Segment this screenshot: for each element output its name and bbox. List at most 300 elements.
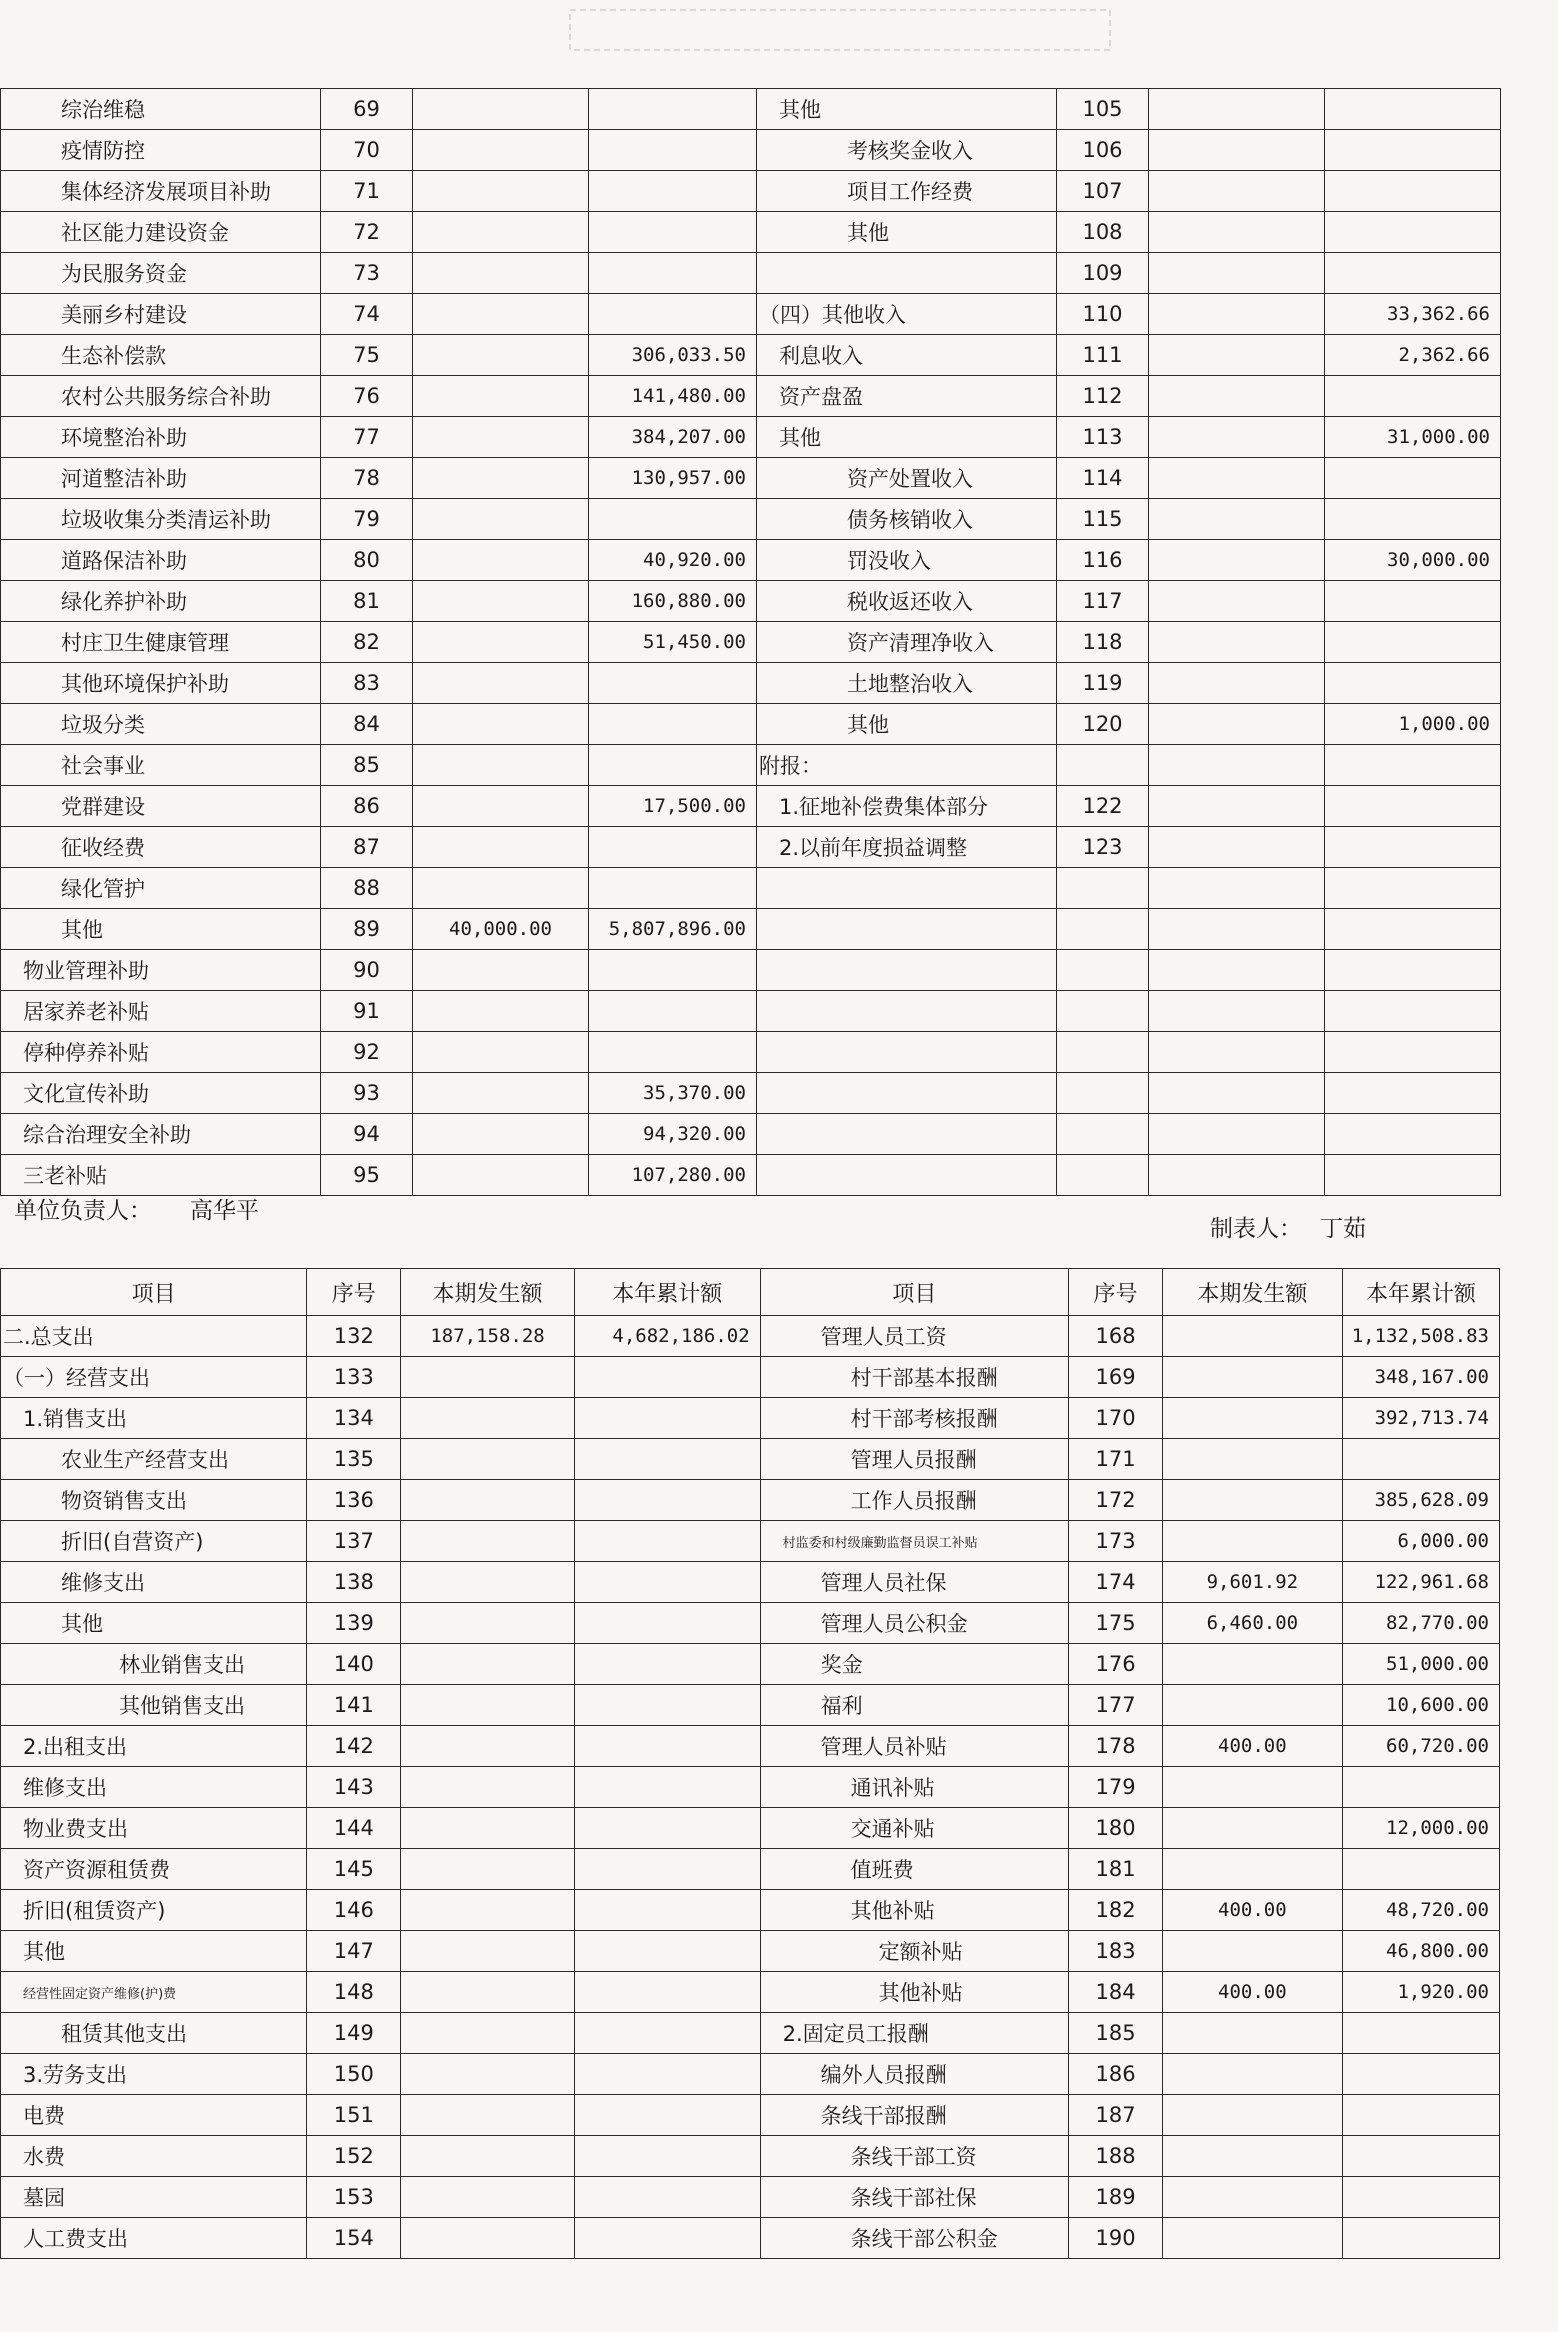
ytd-amount-cell: 5,807,896.00: [589, 909, 757, 950]
current-amount-cell: [413, 581, 589, 622]
current-amount-cell: [1149, 991, 1325, 1032]
item-cell: [757, 1032, 1057, 1073]
current-amount-cell: [401, 1685, 575, 1726]
seq-cell: 145: [307, 1849, 401, 1890]
item-cell: 资产清理净收入: [757, 622, 1057, 663]
ytd-amount-cell: [1325, 663, 1501, 704]
item-cell: 1.征地补偿费集体部分: [757, 786, 1057, 827]
current-amount-cell: [1162, 1767, 1342, 1808]
seq-cell: 72: [321, 212, 413, 253]
current-amount-cell: [413, 376, 589, 417]
ytd-amount-cell: 306,033.50: [589, 335, 757, 376]
ytd-amount-cell: 1,000.00: [1325, 704, 1501, 745]
ytd-amount-cell: [589, 745, 757, 786]
ytd-amount-cell: [1325, 622, 1501, 663]
seq-cell: 114: [1057, 458, 1149, 499]
seq-cell: 92: [321, 1032, 413, 1073]
ytd-amount-cell: 17,500.00: [589, 786, 757, 827]
seq-cell: 181: [1069, 1849, 1163, 1890]
item-cell: 编外人员报酬: [760, 2054, 1068, 2095]
seq-cell: 116: [1057, 540, 1149, 581]
table-row: [1, 1316, 1500, 1357]
seq-cell: 150: [307, 2054, 401, 2095]
seq-cell: 186: [1069, 2054, 1163, 2095]
seq-cell: 87: [321, 827, 413, 868]
ytd-amount-cell: [1342, 2136, 1499, 2177]
current-amount-cell: [401, 1439, 575, 1480]
table-row: [1, 2218, 1500, 2259]
current-amount-cell: [401, 2177, 575, 2218]
current-amount-cell: [413, 1114, 589, 1155]
item-cell: 1.销售支出: [1, 1398, 307, 1439]
current-amount-cell: [413, 171, 589, 212]
ytd-amount-cell: [574, 1480, 760, 1521]
current-amount-cell: [1162, 1808, 1342, 1849]
item-cell: 2.以前年度损益调整: [757, 827, 1057, 868]
current-amount-cell: [1149, 458, 1325, 499]
item-cell: （一）经营支出: [1, 1357, 307, 1398]
item-cell: 村庄卫生健康管理: [1, 622, 321, 663]
item-cell: 附报：: [757, 745, 1057, 786]
ytd-amount-cell: [1342, 2013, 1499, 2054]
current-amount-cell: [1149, 909, 1325, 950]
current-amount-cell: [1162, 1849, 1342, 1890]
table-row: [1, 1890, 1500, 1931]
item-cell: 条线干部公积金: [760, 2218, 1068, 2259]
item-cell: 人工费支出: [1, 2218, 307, 2259]
item-cell: 为民服务资金: [1, 253, 321, 294]
item-cell: 墓园: [1, 2177, 307, 2218]
item-cell: [757, 909, 1057, 950]
current-amount-cell: [413, 1073, 589, 1114]
expense-table: [0, 1268, 1500, 2259]
item-cell: 物业管理补助: [1, 950, 321, 991]
item-cell: 管理人员报酬: [760, 1439, 1068, 1480]
ytd-amount-cell: 33,362.66: [1325, 294, 1501, 335]
seq-cell: 108: [1057, 212, 1149, 253]
ytd-amount-cell: [589, 294, 757, 335]
item-cell: 其他: [1, 1603, 307, 1644]
current-amount-cell: [1162, 1398, 1342, 1439]
item-cell: 维修支出: [1, 1562, 307, 1603]
seq-cell: 188: [1069, 2136, 1163, 2177]
ytd-amount-cell: 1,920.00: [1342, 1972, 1499, 2013]
current-amount-cell: [413, 335, 589, 376]
seq-cell: 115: [1057, 499, 1149, 540]
table-row: [1, 581, 1501, 622]
seq-cell: 179: [1069, 1767, 1163, 1808]
current-amount-cell: [1162, 1357, 1342, 1398]
seq-cell: 174: [1069, 1562, 1163, 1603]
item-cell: 2.固定员工报酬: [760, 2013, 1068, 2054]
unit-head-name: 高华平: [190, 1198, 259, 1224]
preparer-name: 丁茹: [1320, 1216, 1366, 1242]
current-amount-cell: [401, 1972, 575, 2013]
header-item: 项目: [760, 1269, 1068, 1316]
item-cell: 条线干部工资: [760, 2136, 1068, 2177]
ytd-amount-cell: [1325, 1073, 1501, 1114]
table-row: [1, 1685, 1500, 1726]
header-current: 本期发生额: [401, 1269, 575, 1316]
current-amount-cell: [1149, 786, 1325, 827]
seq-cell: 95: [321, 1155, 413, 1196]
seq-cell: 140: [307, 1644, 401, 1685]
table-row: [1, 1439, 1500, 1480]
current-amount-cell: [413, 786, 589, 827]
current-amount-cell: [413, 622, 589, 663]
seq-cell: 180: [1069, 1808, 1163, 1849]
table-row: [1, 1603, 1500, 1644]
ytd-amount-cell: [574, 1849, 760, 1890]
faded-stamp-mark: [560, 0, 1120, 60]
item-cell: 管理人员工资: [760, 1316, 1068, 1357]
ytd-amount-cell: [574, 1644, 760, 1685]
ytd-amount-cell: 160,880.00: [589, 581, 757, 622]
item-cell: 资产资源租赁费: [1, 1849, 307, 1890]
current-amount-cell: [401, 1890, 575, 1931]
seq-cell: 93: [321, 1073, 413, 1114]
ytd-amount-cell: [574, 1398, 760, 1439]
ytd-amount-cell: 1,132,508.83: [1342, 1316, 1499, 1357]
ytd-amount-cell: 51,000.00: [1342, 1644, 1499, 1685]
ytd-amount-cell: [574, 1890, 760, 1931]
item-cell: 物资销售支出: [1, 1480, 307, 1521]
table-row: [1, 786, 1501, 827]
seq-cell: 151: [307, 2095, 401, 2136]
item-cell: 其他: [1, 909, 321, 950]
item-cell: [757, 950, 1057, 991]
seq-cell: 122: [1057, 786, 1149, 827]
seq-cell: 168: [1069, 1316, 1163, 1357]
seq-cell: 78: [321, 458, 413, 499]
preparer-label: 制表人：: [1210, 1216, 1302, 1242]
ytd-amount-cell: 60,720.00: [1342, 1726, 1499, 1767]
table-row: [1, 335, 1501, 376]
seq-cell: 185: [1069, 2013, 1163, 2054]
table-row: [1, 1808, 1500, 1849]
seq-cell: 171: [1069, 1439, 1163, 1480]
table-row: [1, 622, 1501, 663]
item-cell: 管理人员公积金: [760, 1603, 1068, 1644]
seq-cell: 90: [321, 950, 413, 991]
seq-cell: 154: [307, 2218, 401, 2259]
item-cell: 农村公共服务综合补助: [1, 376, 321, 417]
table-row: [1, 1357, 1500, 1398]
seq-cell: 187: [1069, 2095, 1163, 2136]
item-cell: 垃圾收集分类清运补助: [1, 499, 321, 540]
item-cell: 维修支出: [1, 1767, 307, 1808]
table-row: [1, 212, 1501, 253]
ytd-amount-cell: [1325, 89, 1501, 130]
current-amount-cell: [401, 1603, 575, 1644]
table-row: [1, 2054, 1500, 2095]
current-amount-cell: [1149, 376, 1325, 417]
ytd-amount-cell: [1325, 745, 1501, 786]
current-amount-cell: [1162, 2136, 1342, 2177]
table-row: [1, 1480, 1500, 1521]
table-row: [1, 991, 1501, 1032]
seq-cell: 190: [1069, 2218, 1163, 2259]
item-cell: 村干部基本报酬: [760, 1357, 1068, 1398]
seq-cell: 139: [307, 1603, 401, 1644]
preparer-signature: [1210, 1210, 1366, 1243]
current-amount-cell: [1162, 1439, 1342, 1480]
ytd-amount-cell: [589, 704, 757, 745]
item-cell: 利息收入: [757, 335, 1057, 376]
item-cell: 二.总支出: [1, 1316, 307, 1357]
current-amount-cell: [401, 1726, 575, 1767]
current-amount-cell: [401, 1562, 575, 1603]
seq-cell: 138: [307, 1562, 401, 1603]
seq-cell: 73: [321, 253, 413, 294]
ytd-amount-cell: 2,362.66: [1325, 335, 1501, 376]
header-current: 本期发生额: [1162, 1269, 1342, 1316]
current-amount-cell: [413, 704, 589, 745]
seq-cell: 84: [321, 704, 413, 745]
ytd-amount-cell: [574, 1562, 760, 1603]
item-cell: 折旧(租赁资产): [1, 1890, 307, 1931]
seq-cell: 175: [1069, 1603, 1163, 1644]
table-row: [1, 1521, 1500, 1562]
table-row: [1, 294, 1501, 335]
seq-cell: 183: [1069, 1931, 1163, 1972]
current-amount-cell: [1149, 950, 1325, 991]
item-cell: 值班费: [760, 1849, 1068, 1890]
item-cell: 美丽乡村建设: [1, 294, 321, 335]
item-cell: 管理人员补贴: [760, 1726, 1068, 1767]
table-row: [1, 417, 1501, 458]
table-row: [1, 1726, 1500, 1767]
item-cell: 通讯补贴: [760, 1767, 1068, 1808]
seq-cell: [1057, 950, 1149, 991]
current-amount-cell: 6,460.00: [1162, 1603, 1342, 1644]
unit-head-signature: [14, 1192, 259, 1225]
seq-cell: 70: [321, 130, 413, 171]
ytd-amount-cell: 35,370.00: [589, 1073, 757, 1114]
ytd-amount-cell: [1342, 2218, 1499, 2259]
seq-cell: 113: [1057, 417, 1149, 458]
table-row: [1, 1767, 1500, 1808]
item-cell: 资产处置收入: [757, 458, 1057, 499]
current-amount-cell: [1149, 1073, 1325, 1114]
current-amount-cell: 400.00: [1162, 1726, 1342, 1767]
item-cell: 物业费支出: [1, 1808, 307, 1849]
table-row: [1, 2013, 1500, 2054]
item-cell: 债务核销收入: [757, 499, 1057, 540]
current-amount-cell: [413, 294, 589, 335]
seq-cell: 120: [1057, 704, 1149, 745]
table-row: [1, 1155, 1501, 1196]
current-amount-cell: [1149, 1114, 1325, 1155]
ytd-amount-cell: 122,961.68: [1342, 1562, 1499, 1603]
table-row: [1, 2136, 1500, 2177]
item-cell: 交通补贴: [760, 1808, 1068, 1849]
item-cell: 3.劳务支出: [1, 2054, 307, 2095]
ytd-amount-cell: 12,000.00: [1342, 1808, 1499, 1849]
ytd-amount-cell: [574, 1685, 760, 1726]
table-row: [1, 1972, 1500, 2013]
item-cell: 综治维稳: [1, 89, 321, 130]
current-amount-cell: [1162, 2095, 1342, 2136]
ytd-amount-cell: [574, 2095, 760, 2136]
ytd-amount-cell: [589, 1032, 757, 1073]
current-amount-cell: [1162, 2013, 1342, 2054]
item-cell: 村监委和村级廉勤监督员误工补贴: [760, 1521, 1068, 1562]
seq-cell: 110: [1057, 294, 1149, 335]
item-cell: 条线干部社保: [760, 2177, 1068, 2218]
item-cell: 停种停养补贴: [1, 1032, 321, 1073]
ytd-amount-cell: [1325, 950, 1501, 991]
current-amount-cell: [413, 458, 589, 499]
item-cell: 项目工作经费: [757, 171, 1057, 212]
table-row: [1, 1931, 1500, 1972]
table-row: [1, 909, 1501, 950]
seq-cell: 109: [1057, 253, 1149, 294]
ytd-amount-cell: [1325, 212, 1501, 253]
ytd-amount-cell: 141,480.00: [589, 376, 757, 417]
seq-cell: 111: [1057, 335, 1149, 376]
current-amount-cell: [1149, 294, 1325, 335]
table-row: [1, 2095, 1500, 2136]
current-amount-cell: [401, 2136, 575, 2177]
current-amount-cell: [401, 1644, 575, 1685]
table-row: [1, 1849, 1500, 1890]
seq-cell: 81: [321, 581, 413, 622]
ytd-amount-cell: [574, 1808, 760, 1849]
item-cell: 经营性固定资产维修(护)费: [1, 1972, 307, 2013]
seq-cell: 79: [321, 499, 413, 540]
table-row: [1, 704, 1501, 745]
seq-cell: 178: [1069, 1726, 1163, 1767]
seq-cell: 112: [1057, 376, 1149, 417]
item-cell: 征收经费: [1, 827, 321, 868]
ytd-amount-cell: 348,167.00: [1342, 1357, 1499, 1398]
current-amount-cell: [1162, 2054, 1342, 2095]
current-amount-cell: [401, 1398, 575, 1439]
current-amount-cell: [1149, 130, 1325, 171]
seq-cell: 77: [321, 417, 413, 458]
ytd-amount-cell: [589, 499, 757, 540]
item-cell: 垃圾分类: [1, 704, 321, 745]
item-cell: 福利: [760, 1685, 1068, 1726]
table-header-row: [1, 1269, 1500, 1316]
ytd-amount-cell: [574, 1726, 760, 1767]
ytd-amount-cell: [1325, 991, 1501, 1032]
current-amount-cell: [413, 130, 589, 171]
header-no: 序号: [307, 1269, 401, 1316]
ytd-amount-cell: [1342, 1849, 1499, 1890]
item-cell: 其他: [757, 704, 1057, 745]
table-row: [1, 499, 1501, 540]
table-row: [1, 1032, 1501, 1073]
item-cell: [757, 253, 1057, 294]
seq-cell: 184: [1069, 1972, 1163, 2013]
current-amount-cell: [1149, 745, 1325, 786]
ytd-amount-cell: 30,000.00: [1325, 540, 1501, 581]
ytd-amount-cell: [1325, 1155, 1501, 1196]
seq-cell: [1057, 1155, 1149, 1196]
item-cell: 河道整洁补助: [1, 458, 321, 499]
ytd-amount-cell: 46,800.00: [1342, 1931, 1499, 1972]
seq-cell: 85: [321, 745, 413, 786]
item-cell: 其他补贴: [760, 1972, 1068, 2013]
seq-cell: [1057, 991, 1149, 1032]
ytd-amount-cell: [1325, 827, 1501, 868]
current-amount-cell: [401, 1480, 575, 1521]
current-amount-cell: 40,000.00: [413, 909, 589, 950]
item-cell: 工作人员报酬: [760, 1480, 1068, 1521]
seq-cell: 82: [321, 622, 413, 663]
seq-cell: 71: [321, 171, 413, 212]
item-cell: 考核奖金收入: [757, 130, 1057, 171]
seq-cell: 136: [307, 1480, 401, 1521]
ytd-amount-cell: [574, 2013, 760, 2054]
current-amount-cell: [1162, 1931, 1342, 1972]
seq-cell: [1057, 1114, 1149, 1155]
current-amount-cell: [1149, 417, 1325, 458]
table-row: [1, 827, 1501, 868]
item-cell: 道路保洁补助: [1, 540, 321, 581]
seq-cell: [1057, 909, 1149, 950]
ytd-amount-cell: [1325, 1032, 1501, 1073]
current-amount-cell: [1149, 89, 1325, 130]
table-row: [1, 868, 1501, 909]
ytd-amount-cell: 107,280.00: [589, 1155, 757, 1196]
current-amount-cell: [401, 2218, 575, 2259]
header-ytd: 本年累计额: [574, 1269, 760, 1316]
ytd-amount-cell: [574, 2177, 760, 2218]
table-row: [1, 663, 1501, 704]
item-cell: 环境整治补助: [1, 417, 321, 458]
ytd-amount-cell: [574, 1931, 760, 1972]
seq-cell: 173: [1069, 1521, 1163, 1562]
seq-cell: [1057, 1032, 1149, 1073]
seq-cell: 83: [321, 663, 413, 704]
item-cell: 水费: [1, 2136, 307, 2177]
current-amount-cell: [1162, 1480, 1342, 1521]
seq-cell: [1057, 745, 1149, 786]
ytd-amount-cell: [589, 212, 757, 253]
unit-head-label: 单位负责人：: [14, 1198, 152, 1224]
table-row: [1, 376, 1501, 417]
seq-cell: 119: [1057, 663, 1149, 704]
seq-cell: 76: [321, 376, 413, 417]
seq-cell: 148: [307, 1972, 401, 2013]
current-amount-cell: 400.00: [1162, 1890, 1342, 1931]
item-cell: 其他: [757, 89, 1057, 130]
current-amount-cell: [413, 253, 589, 294]
seq-cell: 141: [307, 1685, 401, 1726]
ytd-amount-cell: [1342, 1439, 1499, 1480]
ytd-amount-cell: 10,600.00: [1342, 1685, 1499, 1726]
current-amount-cell: [1149, 704, 1325, 745]
item-cell: 土地整治收入: [757, 663, 1057, 704]
current-amount-cell: [1149, 212, 1325, 253]
ytd-amount-cell: [589, 950, 757, 991]
item-cell: [757, 1114, 1057, 1155]
ytd-amount-cell: 82,770.00: [1342, 1603, 1499, 1644]
seq-cell: 106: [1057, 130, 1149, 171]
item-cell: 绿化养护补助: [1, 581, 321, 622]
current-amount-cell: [401, 1931, 575, 1972]
item-cell: 居家养老补贴: [1, 991, 321, 1032]
ytd-amount-cell: 4,682,186.02: [574, 1316, 760, 1357]
seq-cell: 134: [307, 1398, 401, 1439]
current-amount-cell: [1162, 1316, 1342, 1357]
ytd-amount-cell: [589, 663, 757, 704]
current-amount-cell: [413, 212, 589, 253]
seq-cell: 149: [307, 2013, 401, 2054]
